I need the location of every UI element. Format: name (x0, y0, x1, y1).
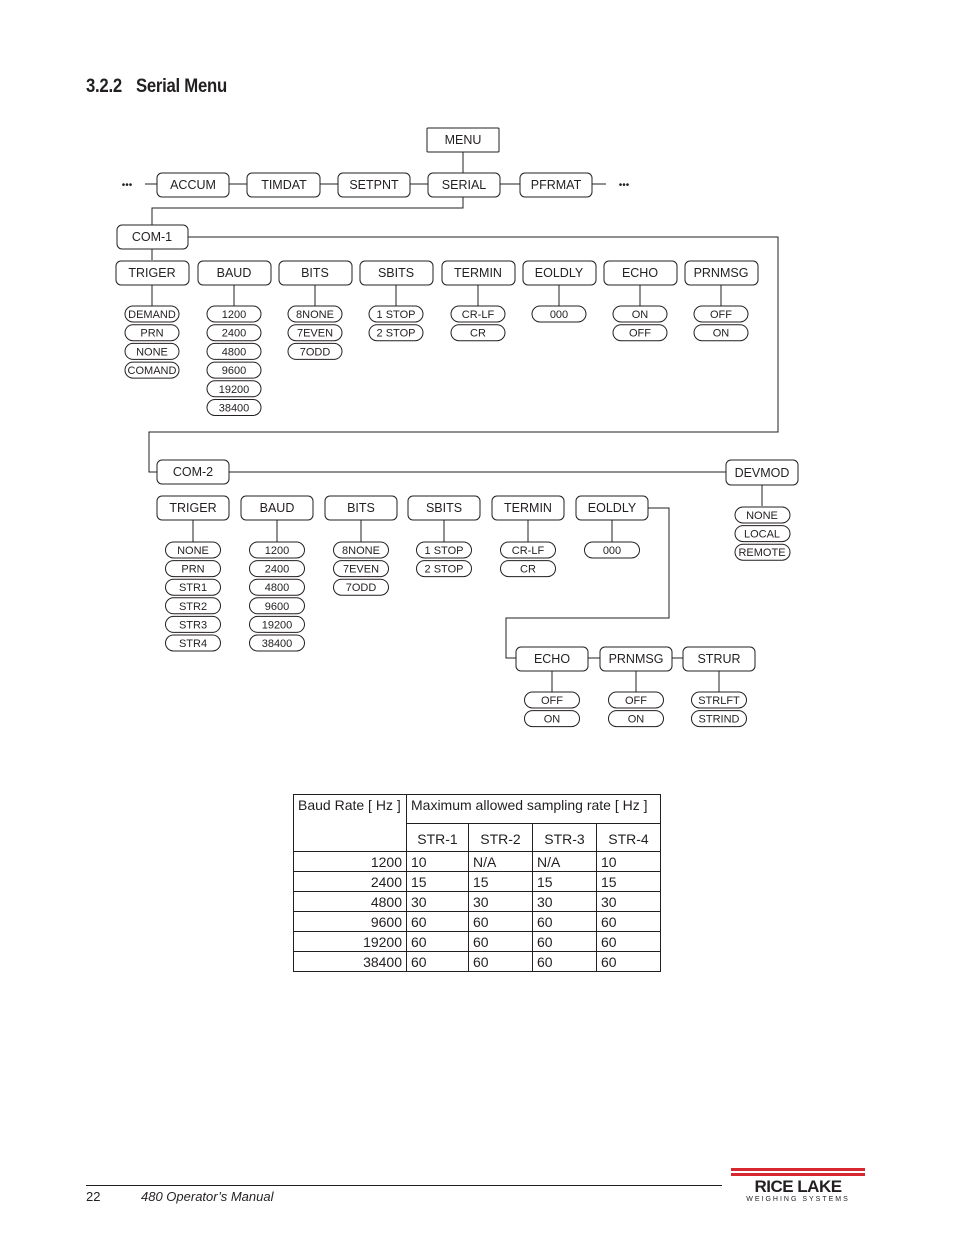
svg-text:TRIGER: TRIGER (128, 266, 176, 280)
svg-text:BITS: BITS (301, 266, 329, 280)
com1-option-baud-4800[interactable] (207, 343, 261, 359)
com2-option-baud-38400[interactable] (250, 635, 305, 651)
sampling-rate-cell: 30 (469, 892, 533, 912)
svg-text:PRNMSG: PRNMSG (693, 266, 749, 280)
com1-option-baud-1200[interactable] (207, 306, 261, 322)
com2-option-baud-4800[interactable] (250, 579, 305, 595)
manual-title: 480 Operator’s Manual (141, 1189, 274, 1204)
com1-option-echo-on[interactable] (613, 306, 667, 322)
com2-option-triger-str4[interactable] (166, 635, 221, 651)
com1-option-triger-prn[interactable] (125, 325, 179, 341)
svg-text:SBITS: SBITS (377, 266, 415, 280)
sampling-rate-cell: 10 (597, 852, 661, 872)
baud-rate-cell: 1200 (294, 852, 407, 872)
svg-text:2 STOP: 2 STOP (376, 327, 416, 340)
com2-param-termin[interactable] (492, 496, 564, 520)
ellipsis-right: ••• (618, 180, 630, 191)
logo-line2: WEIGHING SYSTEMS (746, 1196, 850, 1203)
com1-option-termin-cr-lf[interactable] (451, 306, 505, 322)
svg-text:2400: 2400 (264, 563, 290, 576)
page-number: 22 (86, 1189, 101, 1204)
table-row (294, 952, 661, 972)
svg-text:STR3: STR3 (178, 619, 208, 632)
diagram-connectors (145, 152, 781, 692)
section-title: Serial Menu (135, 76, 227, 97)
menu-root-label: MENU (444, 133, 482, 147)
com2-option-triger-str2[interactable] (166, 598, 221, 614)
com1-param-echo[interactable] (604, 261, 677, 285)
com1-option-sbits-1-stop[interactable] (369, 306, 423, 322)
com1-option-sbits-2-stop[interactable] (369, 325, 423, 341)
menu-root[interactable] (427, 128, 499, 152)
baud-rate-cell: 4800 (294, 892, 407, 912)
sampling-rate-cell: 60 (597, 952, 661, 972)
svg-text:8NONE: 8NONE (342, 545, 380, 557)
svg-text:CR: CR (470, 327, 486, 340)
svg-text:4800: 4800 (264, 582, 290, 595)
svg-text:NONE: NONE (136, 346, 168, 359)
com2-param-eoldly[interactable] (576, 496, 648, 520)
svg-text:DEMAND: DEMAND (128, 309, 176, 321)
baud-rate-cell: 38400 (294, 952, 407, 972)
devmod-option-none[interactable] (735, 507, 790, 523)
sampling-rate-cell: 10 (407, 852, 469, 872)
svg-text:REMOTE: REMOTE (738, 547, 786, 560)
svg-text:000: 000 (549, 309, 569, 321)
sampling-rate-cell: 60 (407, 952, 469, 972)
top-item-accum[interactable] (157, 173, 229, 197)
table-row (294, 912, 661, 932)
com2-option-echo-off[interactable] (525, 692, 580, 708)
com2-option-bits-7odd[interactable] (334, 579, 389, 595)
sampling-rate-cell: 60 (407, 932, 469, 952)
com2-param-echo[interactable] (516, 647, 588, 671)
baud-rate-cell: 9600 (294, 912, 407, 932)
top-item-setpnt[interactable] (338, 173, 410, 197)
svg-text:BAUD: BAUD (259, 501, 295, 515)
svg-text:1200: 1200 (221, 309, 247, 321)
svg-text:NONE: NONE (746, 510, 778, 522)
svg-text:1 STOP: 1 STOP (424, 545, 464, 557)
baud-rate-cell: 2400 (294, 872, 407, 892)
svg-text:STRUR: STRUR (697, 652, 741, 666)
com1-node[interactable] (117, 225, 188, 249)
com2-option-triger-prn[interactable] (166, 561, 221, 577)
svg-text:LOCAL: LOCAL (743, 528, 781, 541)
com1-option-bits-7even[interactable] (288, 325, 342, 341)
svg-text:COMAND: COMAND (127, 365, 177, 378)
svg-text:2400: 2400 (221, 327, 247, 340)
rice-lake-logo (729, 1166, 867, 1204)
com2-param-prnmsg[interactable] (600, 647, 672, 671)
com2-node[interactable] (157, 460, 229, 484)
sampling-rate-cell: 30 (533, 892, 597, 912)
table-row (294, 872, 661, 892)
svg-text:CR-LF: CR-LF (511, 545, 545, 557)
section-number: 3.2.2 (86, 76, 122, 97)
devmod-node[interactable] (726, 460, 798, 485)
com2-param-sbits[interactable] (408, 496, 480, 520)
svg-text:2 STOP: 2 STOP (424, 563, 464, 576)
logo-line1: RICE LAKE (754, 1177, 842, 1196)
svg-text:4800: 4800 (221, 346, 247, 359)
com2-option-sbits-2-stop[interactable] (417, 561, 472, 577)
svg-text:STR4: STR4 (178, 638, 208, 650)
svg-text:ON: ON (712, 327, 730, 340)
sampling-rate-cell: 30 (597, 892, 661, 912)
top-item-timdat[interactable] (247, 173, 320, 197)
com1-option-baud-9600[interactable] (207, 362, 261, 378)
sampling-rate-cell: 60 (597, 912, 661, 932)
svg-text:38400: 38400 (261, 638, 293, 650)
com1-option-triger-none[interactable] (125, 343, 179, 359)
table-row (294, 852, 661, 872)
com2-option-baud-19200[interactable] (250, 616, 305, 632)
sampling-rate-cell: 60 (533, 932, 597, 952)
com1-param-bits[interactable] (279, 261, 352, 285)
sampling-rate-cell: 15 (533, 872, 597, 892)
com2-option-bits-7even[interactable] (334, 561, 389, 577)
svg-text:8NONE: 8NONE (296, 309, 334, 321)
com2-param-strur[interactable] (683, 647, 755, 671)
ellipsis-left: ••• (121, 180, 133, 191)
svg-text:NONE: NONE (177, 545, 209, 557)
sampling-rate-cell: 60 (469, 952, 533, 972)
svg-text:ECHO: ECHO (621, 266, 659, 280)
svg-text:ECHO: ECHO (533, 652, 571, 666)
svg-text:OFF: OFF (629, 327, 651, 340)
com2-option-triger-str3[interactable] (166, 616, 221, 632)
svg-text:7EVEN: 7EVEN (342, 563, 380, 576)
svg-text:7ODD: 7ODD (345, 582, 377, 595)
com2-option-echo-on[interactable] (525, 711, 580, 727)
svg-text:TRIGER: TRIGER (169, 501, 217, 515)
com1-option-prnmsg-on[interactable] (694, 325, 748, 341)
com1-option-baud-2400[interactable] (207, 325, 261, 341)
svg-text:COM-1: COM-1 (131, 230, 173, 244)
svg-text:OFF: OFF (710, 309, 732, 321)
svg-text:1200: 1200 (264, 545, 290, 557)
svg-text:BAUD: BAUD (216, 266, 252, 280)
sampling-rate-cell: 15 (407, 872, 469, 892)
svg-text:SETPNT: SETPNT (349, 178, 399, 192)
com1-param-termin[interactable] (442, 261, 515, 285)
svg-text:EOLDLY: EOLDLY (587, 501, 637, 515)
com1-option-triger-comand[interactable] (125, 362, 179, 378)
sampling-rate-cell: 15 (469, 872, 533, 892)
sampling-rate-cell: 60 (597, 932, 661, 952)
svg-text:ON: ON (627, 713, 645, 726)
com1-param-sbits[interactable] (360, 261, 433, 285)
str3-header: STR-3 (533, 824, 597, 852)
svg-text:TERMIN: TERMIN (454, 266, 502, 280)
svg-text:ACCUM: ACCUM (170, 178, 216, 192)
com2-param-bits[interactable] (325, 496, 397, 520)
sampling-rate-header: Maximum allowed sampling rate [ Hz ] (407, 795, 661, 824)
com2-param-triger[interactable] (157, 496, 229, 520)
svg-text:DEVMOD: DEVMOD (734, 466, 790, 480)
sampling-rate-cell: 60 (469, 912, 533, 932)
str4-header: STR-4 (597, 824, 661, 852)
com2-option-termin-cr[interactable] (501, 561, 556, 577)
svg-text:ON: ON (631, 309, 649, 321)
com1-option-eoldly-000[interactable] (532, 306, 586, 322)
baud-rate-table (293, 794, 661, 972)
table-row (294, 932, 661, 952)
com1-option-bits-8none[interactable] (288, 306, 342, 322)
com2-param-baud[interactable] (241, 496, 313, 520)
com2-option-strur-strind[interactable] (692, 711, 747, 727)
svg-text:STR2: STR2 (178, 600, 208, 613)
sampling-rate-cell: 60 (407, 912, 469, 932)
com1-option-prnmsg-off[interactable] (694, 306, 748, 322)
svg-text:7ODD: 7ODD (299, 346, 331, 359)
sampling-rate-cell: 60 (469, 932, 533, 952)
svg-text:PRNMSG: PRNMSG (608, 652, 664, 666)
com2-option-termin-cr-lf[interactable] (501, 542, 556, 558)
str1-header: STR-1 (407, 824, 469, 852)
devmod-option-local[interactable] (735, 526, 790, 542)
rate-table-body (294, 852, 661, 972)
com2-option-strur-strlft[interactable] (692, 692, 747, 708)
baud-rate-cell: 19200 (294, 932, 407, 952)
footer-divider (86, 1185, 722, 1186)
baud-rate-header: Baud Rate [ Hz ] (294, 795, 407, 852)
devmod-option-remote[interactable] (735, 544, 790, 560)
com1-param-eoldly[interactable] (523, 261, 596, 285)
svg-text:000: 000 (602, 545, 622, 557)
com2-option-baud-2400[interactable] (250, 561, 305, 577)
sampling-rate-cell: 60 (533, 952, 597, 972)
svg-text:9600: 9600 (264, 600, 290, 613)
svg-text:BITS: BITS (347, 501, 375, 515)
com2-option-bits-8none[interactable] (334, 542, 389, 558)
svg-text:STRIND: STRIND (698, 713, 740, 726)
str2-header: STR-2 (469, 824, 533, 852)
com2-option-prnmsg-on[interactable] (609, 711, 664, 727)
top-item-pfrmat[interactable] (520, 173, 592, 197)
com2-option-eoldly-000[interactable] (585, 542, 640, 558)
com2-option-sbits-1-stop[interactable] (417, 542, 472, 558)
svg-text:PRN: PRN (181, 563, 205, 576)
sampling-rate-cell: N/A (469, 852, 533, 872)
svg-text:OFF: OFF (625, 695, 647, 707)
svg-text:EOLDLY: EOLDLY (534, 266, 584, 280)
svg-text:SBITS: SBITS (425, 501, 463, 515)
svg-text:SERIAL: SERIAL (441, 178, 487, 192)
com1-param-baud[interactable] (198, 261, 271, 285)
sampling-rate-cell: 15 (597, 872, 661, 892)
table-row (294, 892, 661, 912)
svg-text:CR-LF: CR-LF (461, 309, 495, 321)
svg-text:ON: ON (543, 713, 561, 726)
sampling-rate-cell: 60 (533, 912, 597, 932)
svg-text:19200: 19200 (261, 619, 293, 632)
svg-text:9600: 9600 (221, 365, 247, 378)
com1-option-bits-7odd[interactable] (288, 343, 342, 359)
sampling-rate-cell: 30 (407, 892, 469, 912)
svg-text:CR: CR (520, 563, 536, 576)
com1-param-prnmsg[interactable] (685, 261, 758, 285)
sampling-rate-cell: N/A (533, 852, 597, 872)
top-item-serial[interactable] (428, 173, 500, 197)
com2-option-baud-1200[interactable] (250, 542, 305, 558)
com2-option-triger-str1[interactable] (166, 579, 221, 595)
com1-option-echo-off[interactable] (613, 325, 667, 341)
svg-text:STR1: STR1 (178, 582, 208, 595)
com1-option-baud-38400[interactable] (207, 400, 261, 416)
com2-option-baud-9600[interactable] (250, 598, 305, 614)
logo-stripes-icon (731, 1168, 865, 1176)
svg-text:OFF: OFF (541, 695, 563, 707)
svg-text:COM-2: COM-2 (172, 465, 214, 479)
com1-option-triger-demand[interactable] (125, 306, 179, 322)
svg-text:TERMIN: TERMIN (504, 501, 552, 515)
svg-text:1 STOP: 1 STOP (376, 309, 416, 321)
svg-text:STRLFT: STRLFT (698, 695, 740, 707)
com1-option-termin-cr[interactable] (451, 325, 505, 341)
svg-text:7EVEN: 7EVEN (296, 327, 334, 340)
com1-param-triger[interactable] (116, 261, 189, 285)
svg-text:PRN: PRN (140, 327, 164, 340)
com2-option-prnmsg-off[interactable] (609, 692, 664, 708)
com1-option-baud-19200[interactable] (207, 381, 261, 397)
svg-text:TIMDAT: TIMDAT (261, 178, 307, 192)
com2-option-triger-none[interactable] (166, 542, 221, 558)
svg-text:38400: 38400 (218, 402, 250, 415)
svg-text:PFRMAT: PFRMAT (530, 178, 582, 192)
svg-text:19200: 19200 (218, 383, 250, 396)
